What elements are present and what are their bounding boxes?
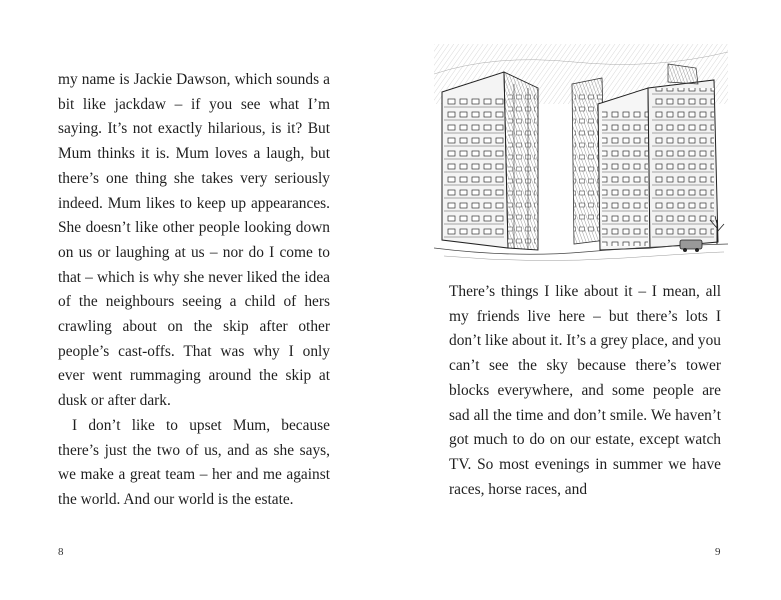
paragraph: my name is Jackie Dawson, which sounds a bit like jackdaw – if you see what I’m saying. It’s not exactly hilarious, is it? But Mum thinks it is. Mum loves a laugh, but there’s one thing she takes very seriously indeed. Mum likes to keep up appearances. She doesn’t like other people looking down on us or laughing at us – nor do I come to that – which is why she never liked the idea of the neighbours seeing a child of hers crawling about on the skip after other people’s cast-offs. That was why I only ever went rummaging around the skip at dusk or after dark. [58,71,330,410]
paragraph: I don’t like to upset Mum, because there’s just the two of us, and as she says, we make a great team – her and me against the world. And our world is the estate. [58,416,330,508]
right-page [390,0,781,600]
paragraph: There’s things I like about it – I mean, all my friends live here – but there’s lots I don’t like about it. It’s a grey place, and you can’t see the sky because there’s tower blocks everywhere, and some people are sad all the time and don’t smile. We haven’t got much to do on our estate, except watch TV. So most evenings in summer we have races, horse races, and [449,283,721,498]
page-number: 8 [58,546,64,558]
left-page-text [58,68,330,513]
page-number: 9 [715,546,721,558]
tower-blocks-drawing [434,44,728,266]
right-page-text [449,280,721,502]
left-page [0,0,390,600]
tower-blocks-illustration [434,44,728,266]
